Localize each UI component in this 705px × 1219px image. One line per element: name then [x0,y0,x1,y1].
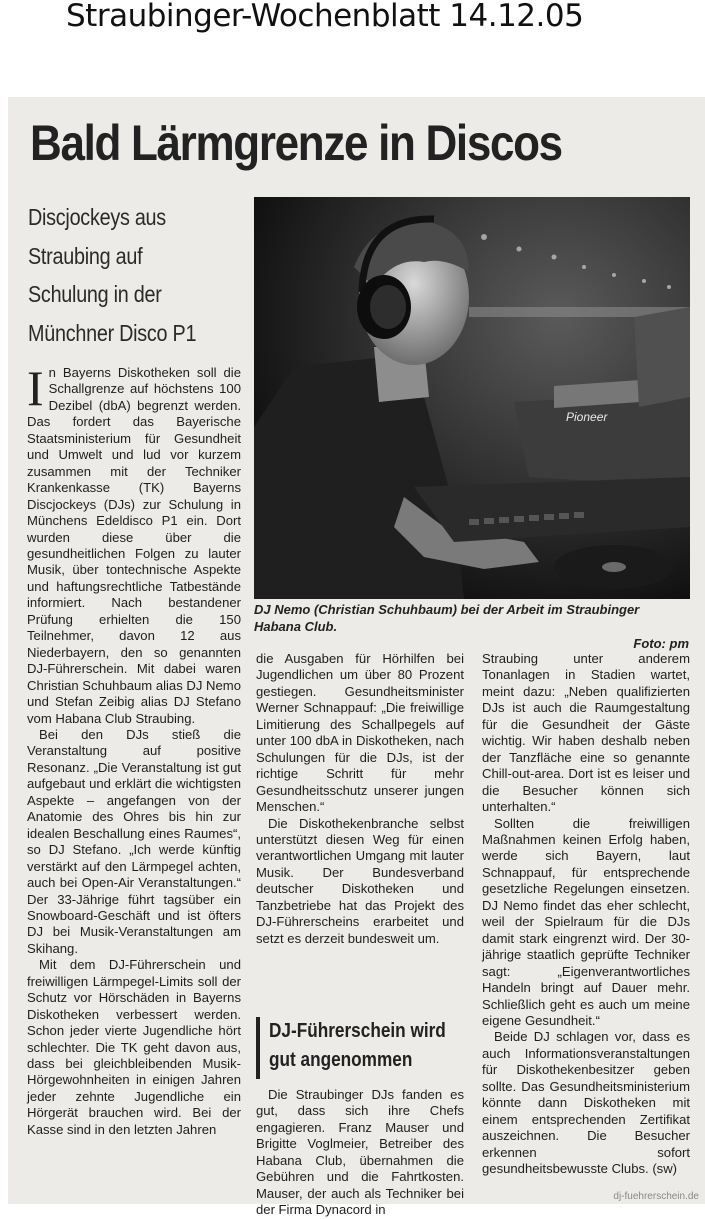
paragraph: Die Diskothekenbranche selbst unterstützt diesen Weg für einen verantwortlichen Umgang mit lauter Musik. Der Bundesverband deutscher Diskotheken und Tanzbetriebe hat das Projekt des DJ-Führerscheins erarbeitet und setzt es derzeit bundesweit um. [256,815,464,946]
paragraph: Mit dem DJ-Führerschein und freiwilligen Lärmpegel-Limits soll der Schutz vor Hörschäden in Bayerns Diskotheken verbessert werden. Schon jeder vierte Jugendliche hört schlechter. Die TK geht davon aus, dass bei gleichbleibenden Musik-Hörgewohnheiten in einigen Jahren jeder zehnte Jugendliche ein Hörgerät brauchen wird. Bei der Kasse sind in den letzten Jahren [27,957,241,1137]
paragraph: Sollten die freiwilligen Maßnahmen keinen Erfolg haben, werde sich Bayern, laut Schnappauf, für entsprechende gesetzliche Regelungen einsetzen. DJ Nemo findet das eher schlecht, weil der Spielraum für die DJs damit stark eingrenzt wird. Der 30-jährige staatlich geprüfte Techniker sagt: „Eigenverantwortliches Handeln bringt auf Dauer mehr. Schließlich geht es auch um meine eigene Gesundheit.“ [482,815,690,1028]
paragraph: n Bayerns Diskotheken soll die Schallgrenze auf höchstens 100 Dezibel (dbA) begrenzt werden. Das fordert das Bayerische Staatsministerium für Gesundheit und Umwelt und lud vor kurzem zusammen mit der Techniker Krankenkasse (TK) Bayerns Discjockeys (DJs) zur Schulung in Münchens Edeldisco P1 ein. Dort wurden diese über die gesundheitlichen Folgen zu lauter Musik, über tontechnische Aspekte und haftungsrechtliche Tatbestände informiert. Nach bestandener Prüfung erhielten die 150 Teilnehmer, davon 12 aus Niederbayern, den so genannten DJ-Führerschein. Mit dabei waren Christian Schuhbaum alias DJ Nemo und Stefan Zeibig alias DJ Stefano vom Habana Club Straubing. [27,365,241,726]
paragraph: Bei den DJs stieß die Veranstaltung auf positive Resonanz. „Die Veranstaltung ist gut aufgebaut und erklärt die wichtigsten Aspekte – angefangen von der Anatomie des Ohres bis hin zur idealen Beschallung eines Raumes“, so DJ Stefano. „Ich werde künftig verstärkt auf den Lärmpegel achten, auch bei Open-Air Veranstaltungen.“ Der 33-Jährige führt tagsüber ein Snowboard-Geschäft und ist öfters DJ bei Musik-Veranstaltungen am Skihang. [27,726,241,956]
article-column-2-continued [256,1087,464,1219]
paragraph: Beide DJ schlagen vor, dass es auch Informationsveranstaltungen für Diskothekenbesitzer geben sollte. Das Gesundheitsministerium könnte dann Diskotheken mit einem entsprechenden Zertifikat auszeichnen. Die Besucher erkennen sofort gesundheitsbewusste Clubs. (sw) [482,1029,690,1177]
subtitle-line: DJ-Führerschein wird [269,1020,446,1042]
paragraph: die Ausgaben für Hörhilfen bei Jugendlichen um über 80 Prozent gestiegen. Gesundheitsminister Werner Schnappauf: „Die freiwillige Limitierung des Schallpegels auf unter 100 dbA in Diskotheken, nach Schulungen für die DJs, ist der richtige Schritt für mehr Gesundheitsschutz unserer jungen Menschen.“ [256,651,464,815]
watermark: dj-fuehrerschein.de [613,1191,699,1202]
subtitle-line: gut angenommen [269,1049,413,1071]
paragraph: Straubing unter anderem Tonanlagen in Stadien wartet, meint dazu: „Neben qualifizierten DJs ist auch die Raumgestaltung für die Gesundheit der Gäste wichtig. Wir haben deshalb neben der Tanzfläche eine so genannte Chill-out-area. Dort ist es leiser und die Besucher können sich unterhalten.“ [482,651,690,815]
article-column-1 [27,360,241,1138]
section-subtitle [256,1017,464,1079]
caption-text: DJ Nemo (Christian Schuhbaum) bei der Arbeit im Straubinger Habana Club. [254,602,640,634]
photo-caption [254,601,689,652]
source-line: Straubinger-Wochenblatt 14.12.05 [66,0,584,34]
subheadline: Discjockeys aus Straubing auf Schulung in der Münchner Disco P1 [28,204,197,346]
article-column-2 [256,651,464,947]
photo-credit: Foto: pm [633,636,689,651]
paragraph: Die Straubinger DJs fanden es gut, dass sich ihre Chefs engagieren. Franz Mauser und Brigitte Voglmeier, Betreiber des Habana Club, übernahmen die Gebühren und die Fahrtkosten. Mauser, der auch als Techniker bei der Firma Dynacord in [256,1087,464,1218]
article-column-3 [482,651,690,1178]
drop-cap: I [27,360,44,416]
mixer-brand: Pioneer [566,410,608,424]
dj-photo [254,197,690,599]
headline: Bald Lärmgrenze in Discos [30,115,562,171]
dj-photo-illustration [254,197,690,599]
